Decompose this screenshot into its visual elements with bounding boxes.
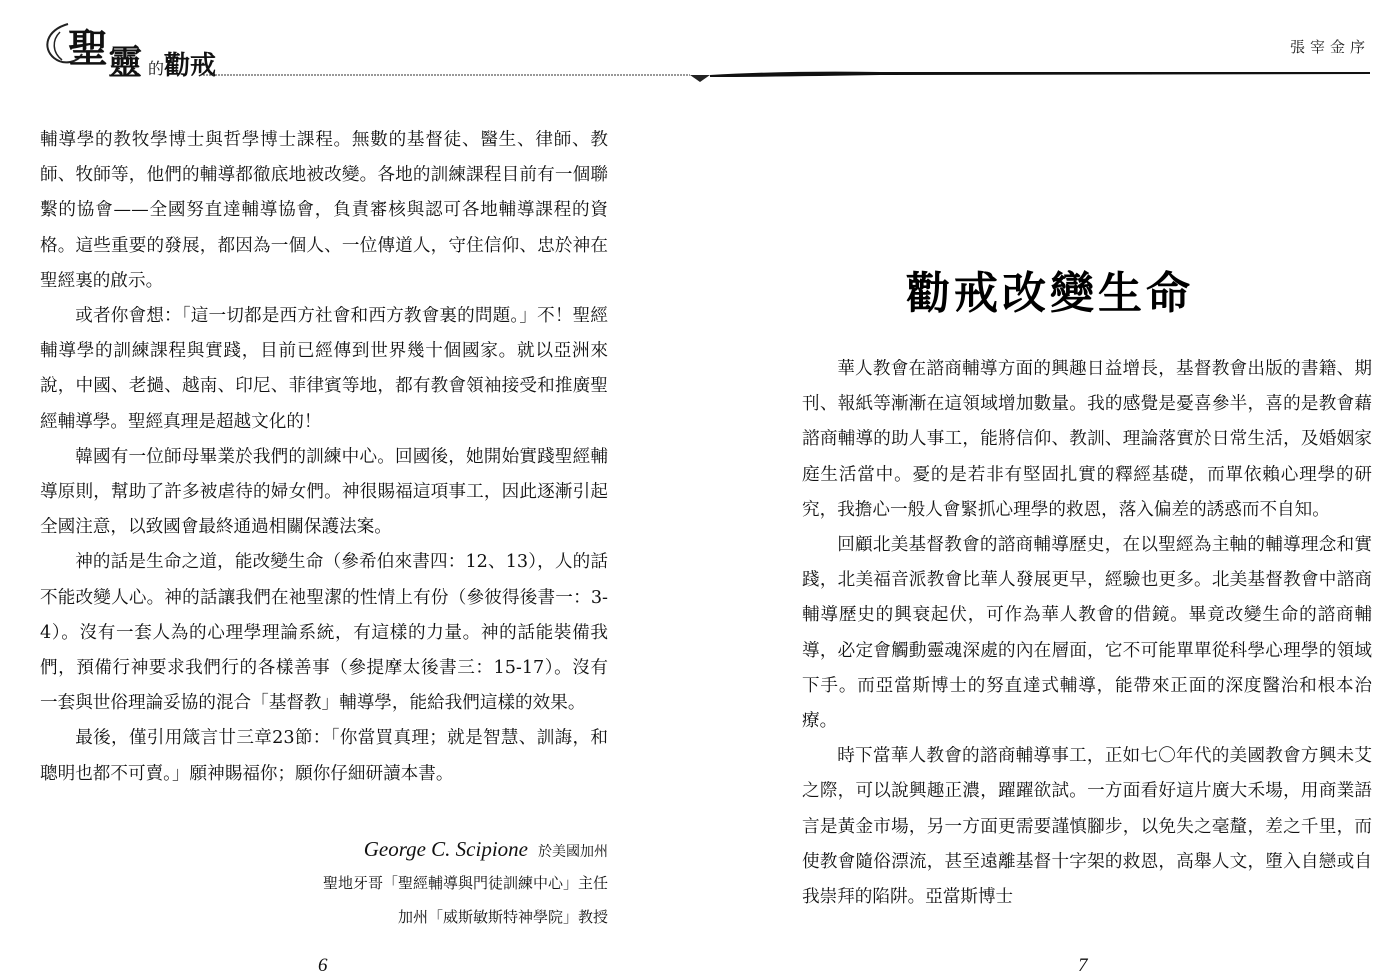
header-author-tag: 張宰金序 xyxy=(1289,38,1370,56)
paragraph: 時下當華人教會的諮商輔導事工，正如七〇年代的美國教會方興未艾之際，可以說興趣正濃，躍躍欲試。一方面看好這片廣大禾場，用商業語言是黃金市場，另一方面更需要謹慎腳步，以免失之毫釐，差之千里，而使教會隨俗漂流，甚至遠離基督十字架的救恩，高舉人文，墮入自戀或自我崇拜的陷阱。亞當斯博士 xyxy=(802,746,1372,908)
paragraph: 輔導學的教牧學博士與哲學博士課程。無數的基督徒、醫生、律師、教師、牧師等，他們的輔導都徹底地被改變。各地的訓練課程目前有一個聯繫的協會——全國努直達輔導協會，負責審核與認可各地輔導課程的資格。這些重要的發展，都因為一個人、一位傳道人，守住信仰、忠於神在聖經裏的啟示。 xyxy=(40,130,608,291)
left-body-text xyxy=(40,123,608,792)
page-number: 7 xyxy=(1078,955,1088,976)
signature-role: 加州「威斯敏斯特神學院」教授 xyxy=(397,908,608,926)
paragraph: 華人教會在諮商輔導方面的興趣日益增長，基督教會出版的書籍、期刊、報紙等漸漸在這領域增加數量。我的感覺是憂喜參半，喜的是教會藉諮商輔導的助人事工，能將信仰、教訓、理論落實於日常生活，及婚姻家庭生活當中。憂的是若非有堅固扎實的釋經基礎，而單依賴心理學的研究，我擔心一般人會緊抓心理學的救恩，落入偏差的誘惑而不自知。 xyxy=(802,359,1372,520)
svg-text:的: 的 xyxy=(148,59,165,78)
signature-place: 於美國加州 xyxy=(538,844,608,860)
signature-block xyxy=(323,832,608,934)
signature-name: George C. Scipione xyxy=(363,837,528,861)
chapter-title: 勸戒改變生命 xyxy=(906,268,1194,320)
paragraph: 回顧北美基督教會的諮商輔導歷史，在以聖經為主軸的輔導理念和實踐，北美福音派教會比華人發展更早，經驗也更多。北美基督教會中諮商輔導歷史的興衰起伏，可作為華人教會的借鏡。畢竟改變生命的諮商輔導，必定會觸動靈魂深處的內在層面，它不可能單單從科學心理學的領域下手。而亞當斯博士的努直達式輔導，能帶來正面的深度醫治和根本治療。 xyxy=(802,535,1372,732)
paragraph: 或者你會想：「這一切都是西方社會和西方教會裏的問題。」不！聖經輔導學的訓練課程與實踐，目前已經傳到世界幾十個國家。就以亞洲來說，中國、老撾、越南、印尼、菲律賓等地，都有教會領袖接受和推廣聖經輔導學。聖經真理是超越文化的！ xyxy=(40,306,608,432)
paragraph: 最後，僅引用箴言廿三章23節：「你當買真理；就是智慧、訓誨，和聰明也都不可賣。」願神賜福你；願你仔細研讀本書。 xyxy=(40,728,608,784)
svg-text:聖: 聖 xyxy=(68,25,108,72)
signature-role: 聖地牙哥「聖經輔導與門徒訓練中心」主任 xyxy=(322,874,608,892)
right-body-text xyxy=(802,352,1372,915)
paragraph: 神的話是生命之道，能改變生命（參希伯來書四：12、13），人的話不能改變人心。神的話讓我們在祂聖潔的性情上有份（參彼得後書一：3-4）。沒有一套人為的心理學理論系統，有這樣的力量。神的話能裝備我們，預備行神要求我們行的各樣善事（參提摩太後書三：15-17）。沒有一套與世俗理論妥協的混合「基督教」輔導學，能給我們這樣的效果。 xyxy=(40,552,608,714)
paragraph: 韓國有一位師母畢業於我們的訓練中心。回國後，她開始實踐聖經輔導原則，幫助了許多被虐待的婦女們。神很賜福這項事工，因此逐漸引起全國注意，以致國會最終通過相關保護法案。 xyxy=(40,446,608,538)
page-number: 6 xyxy=(318,955,328,976)
svg-text:勸戒: 勸戒 xyxy=(164,51,217,81)
right-page xyxy=(700,0,1400,980)
svg-text:靈: 靈 xyxy=(108,43,142,83)
